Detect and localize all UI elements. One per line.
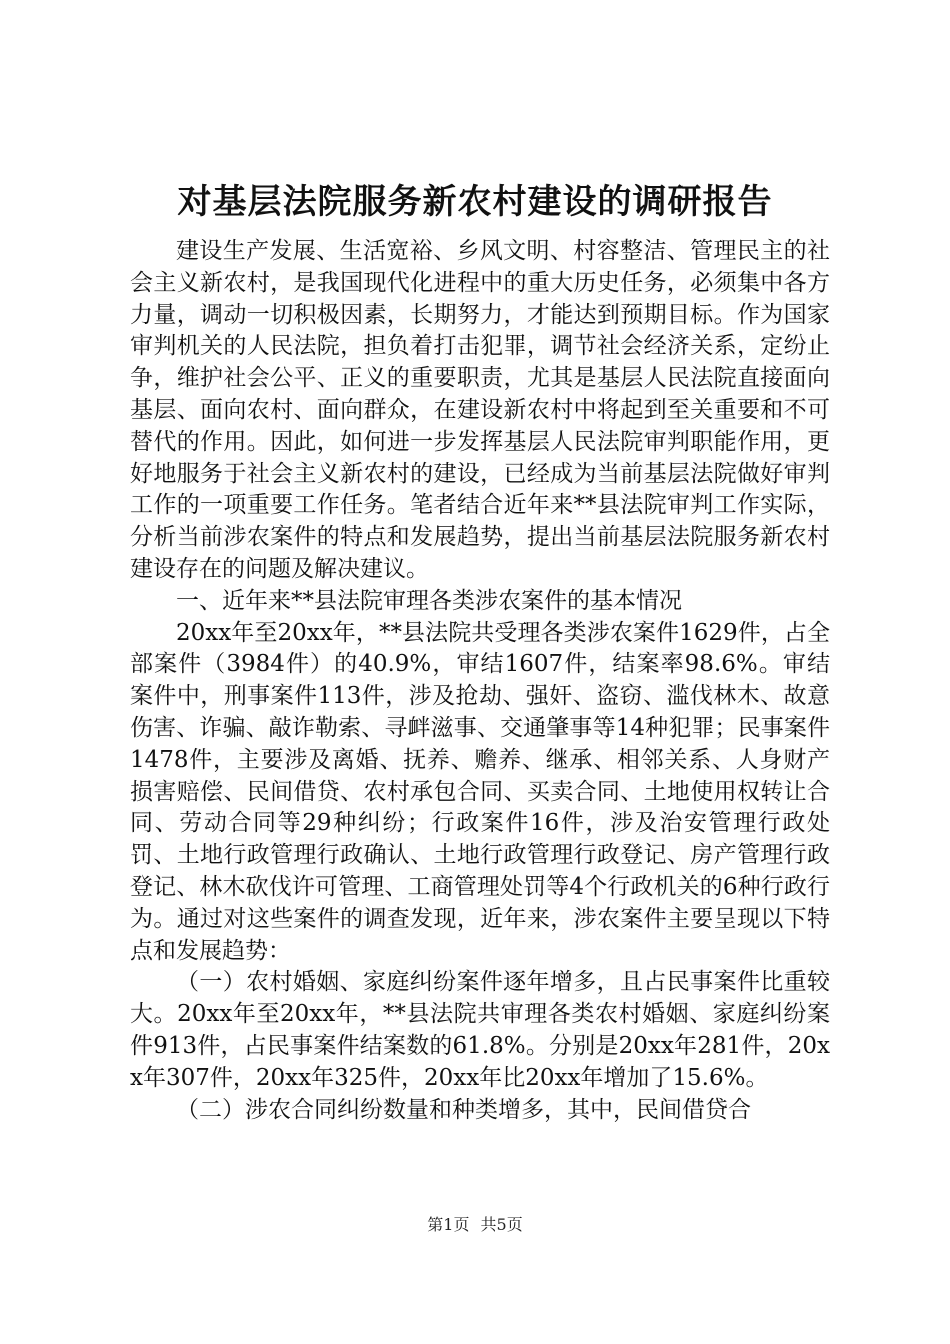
document-body (130, 236, 830, 1126)
section-heading-1: 一、近年来**县法院审理各类涉农案件的基本情况 (176, 587, 682, 614)
page-total: 共5页 (480, 1215, 523, 1234)
paragraph-statistics: 20xx年至20xx年，**县法院共受理各类涉农案件1629件，占全部案件（3984件）的40.9%，审结1607件，结案率98.6%。审结案件中，刑事案件113件，涉及抢劫、强奸、盗窃、滥伐林木、故意伤害、诈骗、敲诈勒索、寻衅滋事、交通肇事等14种犯罪；民事案件1478件，主要涉及离婚、抚养、赡养、继承、相邻关系、人身财产损害赔偿、民间借贷、农村承包合同、买卖合同、土地使用权转让合同、劳动合同等29种纠纷；行政案件16件，涉及治安管理行政处罚、土地行政管理行政确认、土地行政管理行政登记、房产管理行政登记、林木砍伐许可管理、工商管理处罚等4个行政机关的6种行政行为。通过对这些案件的调查发现，近年来，涉农案件主要呈现以下特点和发展趋势： (130, 619, 830, 964)
page-number: 第1页 (427, 1215, 470, 1234)
paragraph-point-2: （二）涉农合同纠纷数量和种类增多，其中，民间借贷合 (176, 1096, 751, 1123)
paragraph-intro: 建设生产发展、生活宽裕、乡风文明、村容整洁、管理民主的社会主义新农村，是我国现代化进程中的重大历史任务，必须集中各方力量，调动一切积极因素，长期努力，才能达到预期目标。作为国家审判机关的人民法院，担负着打击犯罪，调节社会经济关系，定纷止争，维护社会公平、正义的重要职责，尤其是基层人民法院直接面向基层、面向农村、面向群众，在建设新农村中将起到至关重要和不可替代的作用。因此，如何进一步发挥基层人民法院审判职能作用，更好地服务于社会主义新农村的建设，已经成为当前基层法院做好审判工作的一项重要工作任务。笔者结合近年来**县法院审判工作实际，分析当前涉农案件的特点和发展趋势，提出当前基层法院服务新农村建设存在的问题及解决建议。 (130, 238, 830, 582)
page-footer (0, 1215, 950, 1235)
document-title: 对基层法院服务新农村建设的调研报告 (177, 182, 773, 222)
paragraph-point-1: （一）农村婚姻、家庭纠纷案件逐年增多，且占民事案件比重较大。20xx年至20xx年，**县法院共审理各类农村婚姻、家庭纠纷案件913件，占民事案件结案数的61.8%。分别是20xx年281件，20xx年307件，20xx年325件，20xx年比20xx年增加了15.6%。 (130, 969, 830, 1091)
